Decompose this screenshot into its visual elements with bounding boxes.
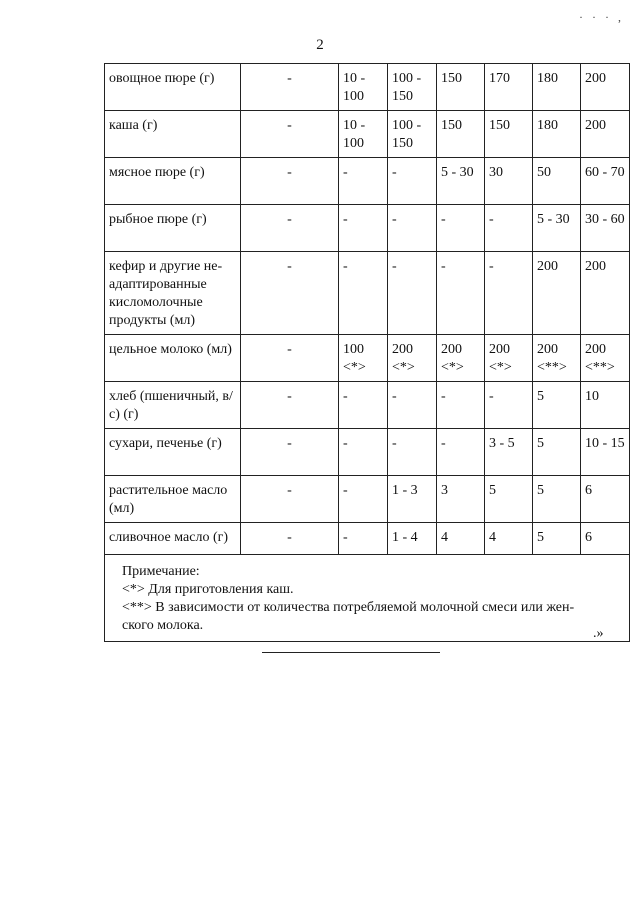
note-title: Примечание:: [122, 564, 200, 579]
value-cell: 4: [437, 523, 485, 555]
table-row: [105, 158, 630, 205]
product-cell: сливочное масло (г): [105, 523, 241, 555]
value-cell: 180: [533, 111, 581, 158]
value-cell: 5 - 30: [533, 205, 581, 252]
value-cell: 170: [485, 64, 533, 111]
value-cell: 1 - 3: [388, 476, 437, 523]
value-cell: 5: [485, 476, 533, 523]
value-cell: 200 <*>: [388, 335, 437, 382]
table-row: [105, 523, 630, 555]
note-line-1: <*> Для приготовления каш.: [122, 582, 294, 597]
value-cell: -: [388, 252, 437, 335]
value-cell: -: [485, 252, 533, 335]
value-cell: 5: [533, 429, 581, 476]
table-row: [105, 476, 630, 523]
value-cell: 200: [581, 64, 630, 111]
value-cell: 150: [485, 111, 533, 158]
value-cell: 150: [437, 64, 485, 111]
note-cell: [105, 555, 630, 642]
value-cell: -: [339, 205, 388, 252]
value-cell: -: [388, 382, 437, 429]
value-cell: -: [388, 429, 437, 476]
value-cell: -: [339, 429, 388, 476]
product-cell: цельное молоко (мл): [105, 335, 241, 382]
value-cell: -: [437, 252, 485, 335]
product-cell: рыбное пюре (г): [105, 205, 241, 252]
value-cell: 200 <**>: [581, 335, 630, 382]
value-cell: 5 - 30: [437, 158, 485, 205]
value-cell: 3 - 5: [485, 429, 533, 476]
product-cell: овощное пюре (г): [105, 64, 241, 111]
value-cell: -: [339, 158, 388, 205]
value-cell: 5: [533, 382, 581, 429]
value-cell: -: [485, 205, 533, 252]
value-cell: 6: [581, 476, 630, 523]
table-row: [105, 335, 630, 382]
value-cell: -: [241, 429, 339, 476]
value-cell: 100 - 150: [388, 111, 437, 158]
product-cell: растительное масло (мл): [105, 476, 241, 523]
value-cell: 1 - 4: [388, 523, 437, 555]
value-cell: -: [339, 252, 388, 335]
value-cell: 6: [581, 523, 630, 555]
value-cell: -: [241, 523, 339, 555]
value-cell: -: [339, 382, 388, 429]
value-cell: 150: [437, 111, 485, 158]
table-row: [105, 64, 630, 111]
table-row: [105, 252, 630, 335]
value-cell: 200: [581, 111, 630, 158]
value-cell: -: [241, 64, 339, 111]
value-cell: 200: [581, 252, 630, 335]
value-cell: 30 - 60: [581, 205, 630, 252]
note-line-3: ского молока.: [122, 618, 204, 633]
value-cell: -: [339, 523, 388, 555]
value-cell: 5: [533, 476, 581, 523]
value-cell: -: [241, 476, 339, 523]
value-cell: 180: [533, 64, 581, 111]
value-cell: -: [437, 382, 485, 429]
value-cell: -: [339, 476, 388, 523]
value-cell: 3: [437, 476, 485, 523]
value-cell: -: [388, 158, 437, 205]
value-cell: 10: [581, 382, 630, 429]
value-cell: 10 - 100: [339, 64, 388, 111]
value-cell: -: [241, 252, 339, 335]
separator-line: [262, 652, 440, 653]
table-row: [105, 429, 630, 476]
value-cell: -: [241, 158, 339, 205]
product-cell: мясное пюре (г): [105, 158, 241, 205]
value-cell: 5: [533, 523, 581, 555]
value-cell: -: [241, 111, 339, 158]
page-number: 2: [316, 37, 324, 53]
product-cell: сухари, печенье (г): [105, 429, 241, 476]
value-cell: -: [485, 382, 533, 429]
corner-marks: · · · ,: [579, 10, 624, 24]
value-cell: 200 <*>: [437, 335, 485, 382]
value-cell: 50: [533, 158, 581, 205]
feeding-table: [104, 63, 630, 642]
note-row: [105, 555, 630, 642]
value-cell: -: [388, 205, 437, 252]
product-cell: хлеб (пшеничный, в/с) (г): [105, 382, 241, 429]
value-cell: 30: [485, 158, 533, 205]
value-cell: -: [241, 205, 339, 252]
value-cell: 60 - 70: [581, 158, 630, 205]
product-cell: кефир и другие не-адаптированные кисломолочные продукты (мл): [105, 252, 241, 335]
value-cell: 100 <*>: [339, 335, 388, 382]
value-cell: 200 <*>: [485, 335, 533, 382]
note-line-2: <**> В зависимости от количества потребляемой молочной смеси или жен-: [122, 600, 575, 615]
value-cell: 100 - 150: [388, 64, 437, 111]
value-cell: -: [437, 205, 485, 252]
value-cell: -: [241, 335, 339, 382]
value-cell: 4: [485, 523, 533, 555]
value-cell: 200: [533, 252, 581, 335]
value-cell: 200 <**>: [533, 335, 581, 382]
closing-quote: .»: [593, 626, 604, 641]
value-cell: -: [437, 429, 485, 476]
table-row: [105, 205, 630, 252]
table-row: [105, 111, 630, 158]
value-cell: 10 - 100: [339, 111, 388, 158]
value-cell: -: [241, 382, 339, 429]
value-cell: 10 - 15: [581, 429, 630, 476]
product-cell: каша (г): [105, 111, 241, 158]
table-row: [105, 382, 630, 429]
